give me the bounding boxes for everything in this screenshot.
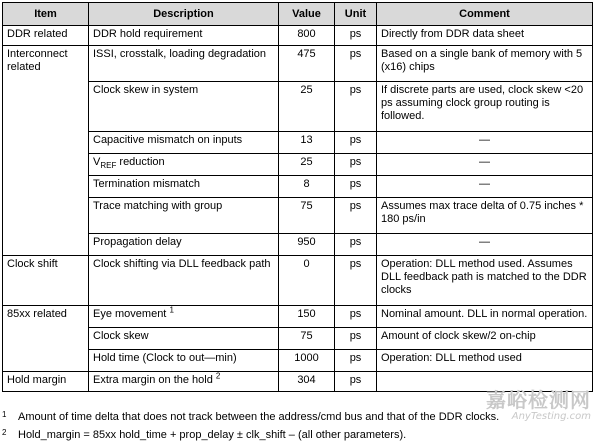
unit-cell: ps bbox=[335, 176, 377, 198]
unit-cell: ps bbox=[335, 198, 377, 234]
unit-cell: ps bbox=[335, 132, 377, 154]
table-row bbox=[3, 234, 593, 256]
value-cell: 8 bbox=[279, 176, 335, 198]
unit-cell: ps bbox=[335, 328, 377, 350]
unit-cell: ps bbox=[335, 82, 377, 132]
value-cell: 75 bbox=[279, 198, 335, 234]
table-row bbox=[3, 306, 593, 328]
footnote-2 bbox=[2, 426, 406, 442]
comment-cell: Directly from DDR data sheet bbox=[377, 26, 593, 46]
extra-margin-label: Extra margin on the hold bbox=[93, 374, 213, 386]
value-cell: 475 bbox=[279, 46, 335, 82]
value-cell: 150 bbox=[279, 306, 335, 328]
item-cell: Hold margin bbox=[3, 372, 89, 392]
comment-cell: Assumes max trace delta of 0.75 inches * 180 ps/in bbox=[377, 198, 593, 234]
value-cell: 75 bbox=[279, 328, 335, 350]
value-cell: 800 bbox=[279, 26, 335, 46]
description-cell bbox=[89, 306, 279, 328]
item-cell: Clock shift bbox=[3, 256, 89, 306]
value-cell: 950 bbox=[279, 234, 335, 256]
watermark-english: AnyTesting.com bbox=[511, 411, 591, 422]
item-cell: DDR related bbox=[3, 26, 89, 46]
description-cell: ISSI, crosstalk, loading degradation bbox=[89, 46, 279, 82]
description-cell: Propagation delay bbox=[89, 234, 279, 256]
comment-cell: — bbox=[377, 176, 593, 198]
watermark-chinese: 嘉峪检测网 bbox=[486, 388, 591, 412]
table-row bbox=[3, 350, 593, 372]
table-row bbox=[3, 82, 593, 132]
header-comment: Comment bbox=[377, 3, 593, 26]
comment-cell: — bbox=[377, 154, 593, 176]
description-cell bbox=[89, 372, 279, 392]
table-row bbox=[3, 132, 593, 154]
vref-v: V bbox=[93, 156, 101, 168]
vref-subscript: REF bbox=[100, 161, 117, 171]
value-cell: 1000 bbox=[279, 350, 335, 372]
header-description: Description bbox=[89, 3, 279, 26]
description-cell: Termination mismatch bbox=[89, 176, 279, 198]
unit-cell: ps bbox=[335, 350, 377, 372]
header-value: Value bbox=[279, 3, 335, 26]
item-cell: Interconnect related bbox=[3, 46, 89, 256]
value-cell: 304 bbox=[279, 372, 335, 392]
description-cell: Clock shifting via DLL feedback path bbox=[89, 256, 279, 306]
footnote-ref: 1 bbox=[169, 305, 174, 315]
footnote-number: 1 bbox=[2, 410, 7, 419]
description-cell: Clock skew bbox=[89, 328, 279, 350]
comment-cell: Nominal amount. DLL in normal operation. bbox=[377, 306, 593, 328]
comment-cell: Amount of clock skew/2 on-chip bbox=[377, 328, 593, 350]
footnote-number: 2 bbox=[2, 428, 7, 437]
comment-cell: Operation: DLL method used. Assumes DLL feedback path is matched to the DDR clocks bbox=[377, 256, 593, 306]
unit-cell: ps bbox=[335, 256, 377, 306]
table-row bbox=[3, 46, 593, 82]
header-unit: Unit bbox=[335, 3, 377, 26]
eye-movement-label: Eye movement bbox=[93, 308, 167, 320]
table-row bbox=[3, 26, 593, 46]
description-cell: DDR hold requirement bbox=[89, 26, 279, 46]
description-cell: Clock skew in system bbox=[89, 82, 279, 132]
table-row bbox=[3, 154, 593, 176]
unit-cell: ps bbox=[335, 154, 377, 176]
unit-cell: ps bbox=[335, 306, 377, 328]
header-item: Item bbox=[3, 3, 89, 26]
description-cell: Capacitive mismatch on inputs bbox=[89, 132, 279, 154]
unit-cell: ps bbox=[335, 46, 377, 82]
unit-cell: ps bbox=[335, 234, 377, 256]
comment-cell: — bbox=[377, 132, 593, 154]
comment-cell: Based on a single bank of memory with 5 (x16) chips bbox=[377, 46, 593, 82]
comment-cell: If discrete parts are used, clock skew <20 ps assuming clock group routing is followed. bbox=[377, 82, 593, 132]
comment-cell: Operation: DLL method used bbox=[377, 350, 593, 372]
description-cell: Hold time (Clock to out—min) bbox=[89, 350, 279, 372]
watermark-logo bbox=[486, 384, 591, 422]
item-cell: 85xx related bbox=[3, 306, 89, 372]
comment-cell: — bbox=[377, 234, 593, 256]
table-row bbox=[3, 256, 593, 306]
footnote-1 bbox=[2, 408, 499, 424]
description-cell bbox=[89, 154, 279, 176]
footnote-text: Amount of time delta that does not track between the address/cmd bus and that of the DDR clocks. bbox=[18, 411, 500, 423]
vref-rest: reduction bbox=[116, 156, 165, 168]
unit-cell: ps bbox=[335, 26, 377, 46]
value-cell: 0 bbox=[279, 256, 335, 306]
hold-timing-table bbox=[2, 2, 593, 392]
table-row bbox=[3, 198, 593, 234]
unit-cell: ps bbox=[335, 372, 377, 392]
table-row bbox=[3, 328, 593, 350]
table-header-row bbox=[3, 3, 593, 26]
value-cell: 25 bbox=[279, 154, 335, 176]
description-cell: Trace matching with group bbox=[89, 198, 279, 234]
footnote-ref: 2 bbox=[215, 371, 221, 381]
value-cell: 25 bbox=[279, 82, 335, 132]
value-cell: 13 bbox=[279, 132, 335, 154]
table-row bbox=[3, 176, 593, 198]
footnote-text: Hold_margin = 85xx hold_time + prop_delay ± clk_shift – (all other parameters). bbox=[18, 429, 407, 441]
